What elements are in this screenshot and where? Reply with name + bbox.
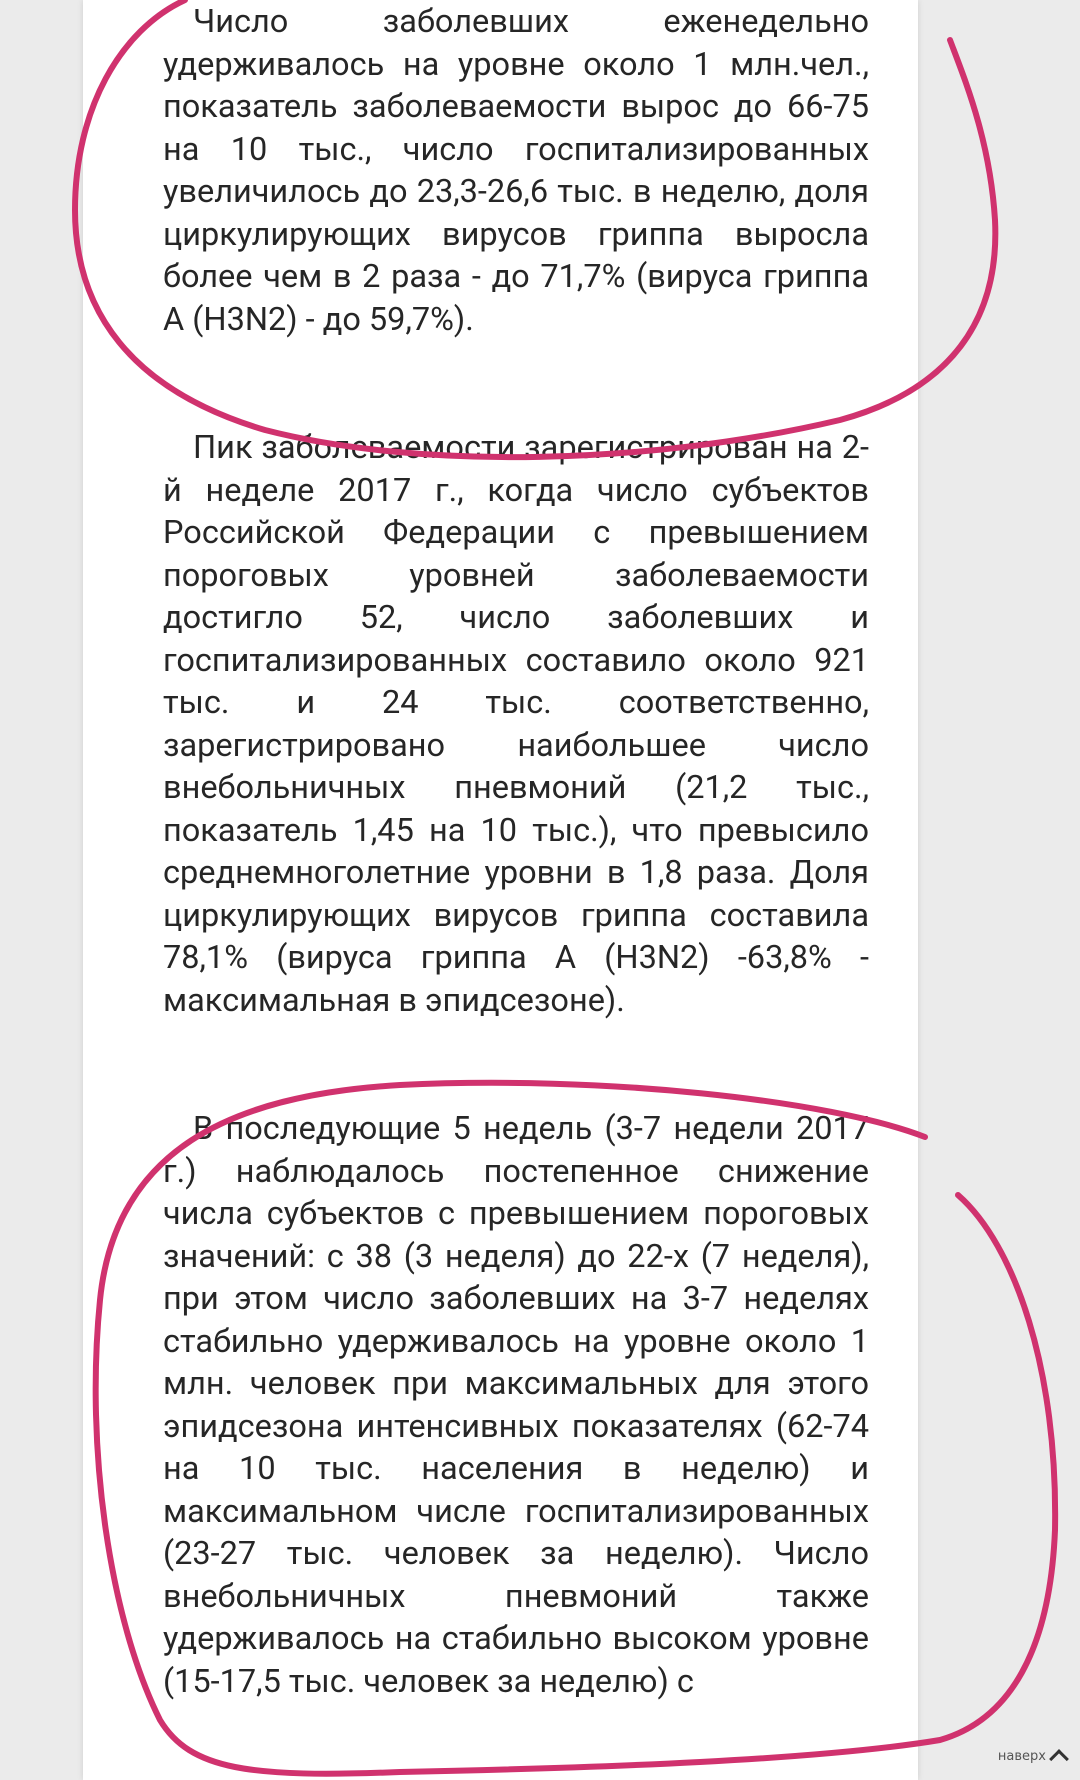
chevron-up-icon bbox=[1049, 1749, 1069, 1769]
article-paragraph-1: Число заболевших еженедельно удерживалось на уровне около 1 млн.чел., показатель заболеваемости вырос до 66-75 на 10 тыс., число госпитализированных увеличилось до 23,3-26,6 тыс. в неделю, доля циркулирующих вирусов гриппа выросла более чем в 2 раза - до 71,7% (вируса гриппа А (H3N2) - до 59,7%). bbox=[163, 2, 869, 338]
back-to-top-label: наверх bbox=[997, 1748, 1046, 1764]
back-to-top-button[interactable] bbox=[998, 1746, 1066, 1766]
article-paragraph-3: В последующие 5 недель (3-7 недели 2017 г.) наблюдалось постепенное снижение числа субъектов с превышением пороговых значений: с 38 (3 неделя) до 22-х (7 неделя), при этом число заболевших на 3-7 неделях стабильно удерживалось на уровне около 1 млн. человек при максимальных для этого эпидсезона интенсивных показателях (62-74 на 10 тыс. населения в неделю) и максимальном числе госпитализированных (23-27 тыс. человек за неделю). Число внебольничных пневмоний также удерживалось на стабильно высоком уровне (15-17,5 тыс. человек за неделю) с bbox=[163, 1109, 869, 1700]
article-paragraph-2: Пик заболеваемости зарегистрирован на 2-й неделе 2017 г., когда число субъектов Российской Федерации с превышением пороговых уровней заболеваемости достигло 52, число заболевших и госпитализированных составило около 921 тыс. и 24 тыс. соответственно, зарегистрировано наибольшее число внебольничных пневмоний (21,2 тыс., показатель 1,45 на 10 тыс.), что превысило среднемноголетние уровни в 1,8 раза. Доля циркулирующих вирусов гриппа составила 78,1% (вируса гриппа А (H3N2) -63,8% - максимальная в эпидсезоне). bbox=[163, 428, 869, 1019]
